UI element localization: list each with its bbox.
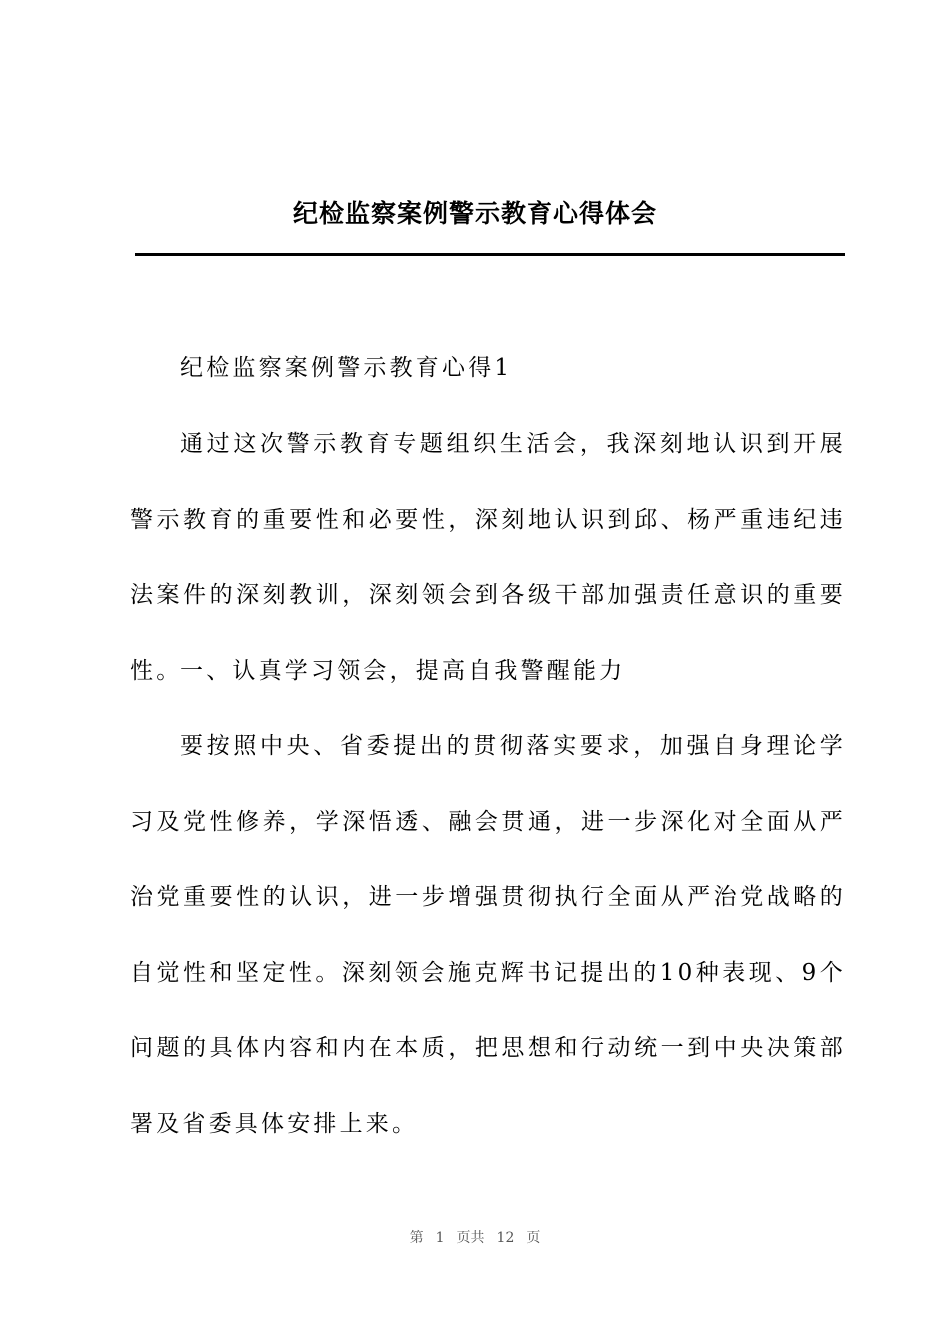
body-paragraph: 要按照中央、省委提出的贯彻落实要求，加强自身理论学习及党性修养，学深悟透、融会贯通，进一步深化对全面从严治党重要性的认识，进一步增强贯彻执行全面从严治党战略的自觉性和坚定性。深刻领会施克辉书记提出的10种表现、9个问题的具体内容和内在本质，把思想和行动统一到中央决策部署及省委具体安排上来。: [130, 733, 846, 1137]
section-heading: 纪检监察案例警示教育心得1: [180, 355, 513, 381]
document-title: 纪检监察案例警示教育心得体会: [292, 199, 657, 228]
footer-total-pages: 12: [496, 1230, 515, 1246]
footer-prefix: 第: [409, 1230, 424, 1246]
footer-suffix: 页: [526, 1230, 541, 1246]
subsection-heading: 一、认真学习领会，提高自我警醒能力: [180, 658, 626, 684]
footer-middle: 页共: [456, 1230, 485, 1246]
intro-paragraph: 通过这次警示教育专题组织生活会，我深刻地认识到开展警示教育的重要性和必要性，深刻地认识到邱、杨严重违纪违法案件的深刻教训，深刻领会到各级干部加强责任意识的重要性。: [130, 431, 846, 684]
footer-page-number: 1: [435, 1230, 445, 1246]
page-footer: [0, 1228, 950, 1248]
title-underline: [135, 253, 845, 256]
